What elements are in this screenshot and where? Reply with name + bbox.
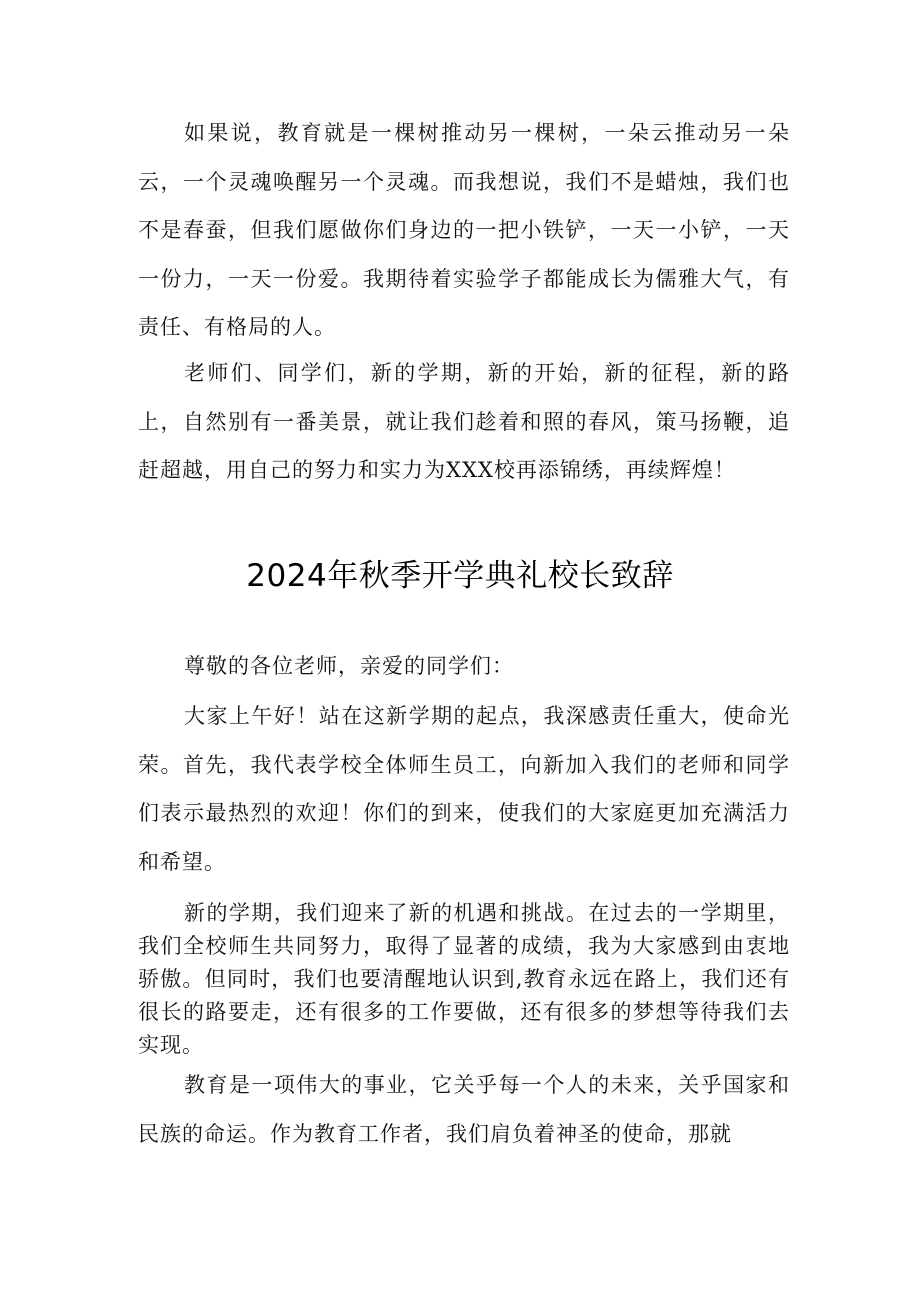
paragraph-new-semester: 新的学期，我们迎来了新的机遇和挑战。在过去的一学期里，我们全校师生共同努力，取得了显著的成绩，我为大家感到由衷地骄傲。但同时，我们也要清醒地认识到,教育永远在路上，我们还有很长的路要走，还有很多的工作要做，还有很多的梦想等待我们去实现。 <box>138 901 790 1057</box>
salutation: 尊敬的各位老师，亲爱的同学们： <box>184 654 514 678</box>
paragraph-welcome: 大家上午好！站在这新学期的起点，我深感责任重大，使命光荣。首先，我代表学校全体师生员工，向新加入我们的老师和同学们表示最热烈的欢迎！你们的到来，使我们的大家庭更加充满活力和希望。 <box>138 704 790 874</box>
paragraph-closing-wishes: 老师们、同学们，新的学期，新的开始，新的征程，新的路上，自然别有一番美景，就让我们趁着和照的春风，策马扬鞭，追赶超越，用自己的努力和实力为XXX校再添锦绣，再续辉煌！ <box>138 361 790 482</box>
paragraph-education-mission: 教育是一项伟大的事业，它关乎每一个人的未来，关乎国家和民族的命运。作为教育工作者，我们肩负着神圣的使命，那就 <box>138 1073 790 1146</box>
speech-title: 2024年秋季开学典礼校长致辞 <box>246 558 674 594</box>
paragraph-education-metaphor: 如果说，教育就是一棵树推动另一棵树，一朵云推动另一朵云，一个灵魂唤醒另一个灵魂。而我想说，我们不是蜡烛，我们也不是春蚕，但我们愿做你们身边的一把小铁铲，一天一小铲，一天一份力，一天一份爱。我期待着实验学子都能成长为儒雅大气，有责任、有格局的人。 <box>138 121 790 339</box>
